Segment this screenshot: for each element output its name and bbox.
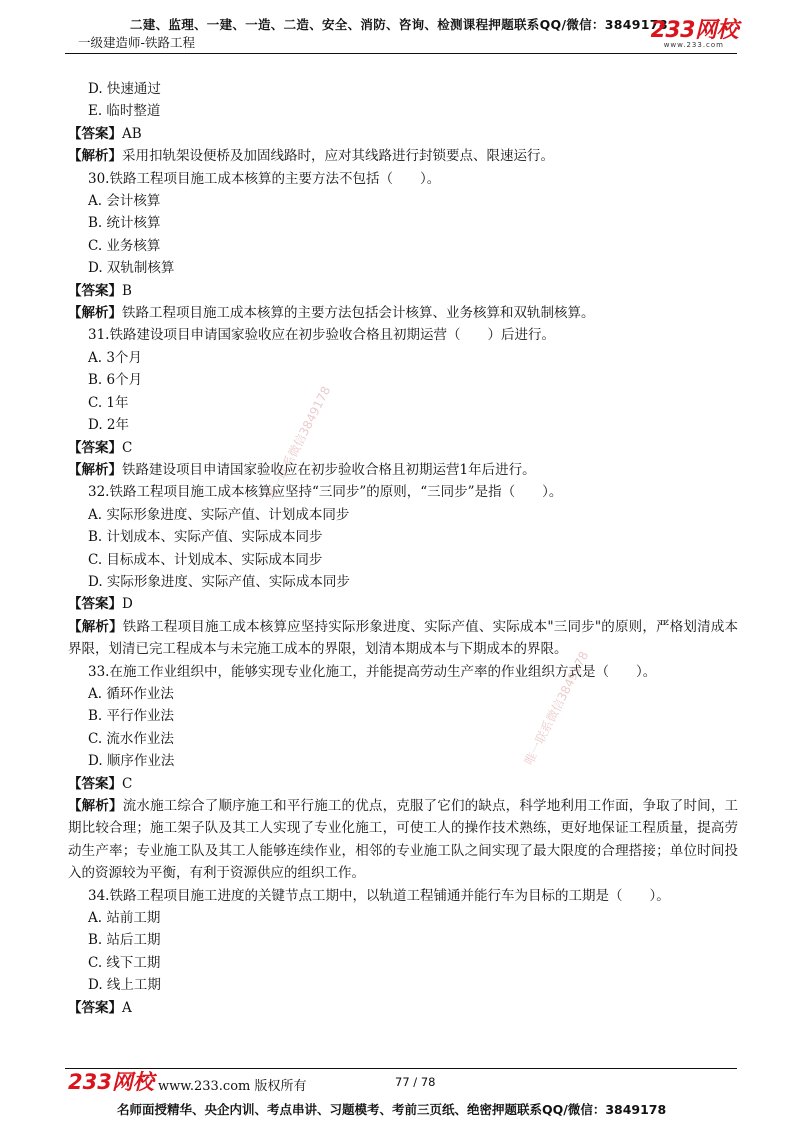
answer-line — [68, 593, 738, 615]
brand-logo: 233网校 — [650, 18, 738, 43]
line-tag: 【解析】 — [68, 461, 122, 478]
line-tag: 【答案】 — [68, 999, 122, 1016]
text-line — [88, 369, 738, 391]
line-text: D. 双轨制核算 — [88, 260, 175, 277]
analysis-line — [68, 459, 738, 481]
line-tag: 【答案】 — [68, 439, 122, 456]
line-tag: 【答案】 — [68, 282, 122, 299]
brand-logo-url: www.233.com — [663, 41, 724, 49]
header-divider — [65, 53, 737, 54]
line-text: C. 1年 — [88, 394, 129, 411]
page-number: 77 / 78 — [395, 1075, 436, 1089]
line-text: 30.铁路工程项目施工成本核算的主要方法不包括（ ）。 — [88, 170, 441, 187]
line-text: 34.铁路工程项目施工进度的关键节点工期中，以轨道工程铺通并能行车为目标的工期是（ ）。 — [88, 887, 670, 904]
text-line — [88, 347, 738, 369]
line-text: C. 目标成本、计划成本、实际成本同步 — [88, 551, 323, 568]
footer-copyright: www.233.com 版权所有 — [158, 1079, 307, 1094]
line-text: C — [122, 775, 133, 792]
analysis-line — [68, 145, 738, 167]
line-text: B. 站后工期 — [88, 932, 161, 949]
analysis-line — [68, 795, 738, 885]
watermark: 唯一联系微信3849178 — [263, 384, 334, 503]
text-line — [88, 907, 738, 929]
text-line — [88, 324, 738, 346]
analysis-line — [68, 302, 738, 324]
line-text: A. 循环作业法 — [88, 685, 174, 702]
text-line — [88, 526, 738, 548]
line-text: 33.在施工作业组织中，能够实现专业化施工，并能提高劳动生产率的作业组织方式是（ ）。 — [88, 663, 657, 680]
line-text: D — [122, 596, 133, 613]
line-text: A. 实际形象进度、实际产值、计划成本同步 — [88, 506, 350, 523]
line-text: A. 会计核算 — [88, 193, 161, 210]
text-line — [88, 100, 738, 122]
footer-brand-logo: 233网校 — [68, 1070, 154, 1094]
line-text: D. 快速通过 — [88, 81, 161, 97]
line-text: C. 流水作业法 — [88, 730, 174, 747]
text-line — [88, 683, 738, 705]
line-tag: 【解析】 — [68, 305, 122, 322]
text-line — [88, 571, 738, 593]
text-line — [88, 168, 738, 190]
line-text: C. 线下工期 — [88, 954, 161, 971]
text-line — [88, 190, 738, 212]
line-tag: 【答案】 — [68, 596, 122, 613]
text-line — [88, 952, 738, 974]
line-text: 采用扣轨架设便桥及加固线路时，应对其线路进行封锁要点、限速运行。 — [122, 148, 554, 165]
text-line — [88, 728, 738, 750]
document-body — [68, 78, 739, 1019]
answer-line — [68, 773, 738, 795]
answer-line — [68, 437, 738, 459]
line-text: A. 3个月 — [88, 349, 142, 366]
text-line — [88, 414, 738, 436]
line-text: B. 计划成本、实际产值、实际成本同步 — [88, 529, 323, 546]
text-line — [88, 661, 738, 683]
line-text: E. 临时整道 — [88, 103, 161, 120]
answer-line — [68, 280, 738, 302]
line-tag: 【答案】 — [68, 775, 122, 792]
line-tag: 【答案】 — [68, 125, 122, 142]
text-line — [88, 885, 738, 907]
footer-contact-line: 名师面授精华、央企内训、考点串讲、习题模考、考前三页纸、绝密押题联系QQ/微信：3849178 — [117, 1102, 667, 1117]
line-text: B. 6个月 — [88, 372, 143, 389]
text-line — [88, 705, 738, 727]
watermark: 唯一联系微信3849178 — [521, 649, 592, 768]
text-line — [88, 974, 738, 996]
text-line — [88, 257, 738, 279]
line-text: 铁路工程项目施工成本核算应坚持实际形象进度、实际产值、实际成本"三同步"的原则，严格划清成本界限，划清已完工程成本与未完施工成本的界限，划清本期成本与下期成本的界限。 — [68, 618, 739, 658]
text-line — [88, 78, 738, 100]
line-text: B — [122, 282, 132, 299]
line-text: D. 实际形象进度、实际产值、实际成本同步 — [88, 573, 350, 590]
line-text: 32.铁路工程项目施工成本核算应坚持“三同步”的原则，“三同步”是指（ ）。 — [88, 484, 563, 501]
analysis-line — [68, 616, 738, 661]
line-text: B. 平行作业法 — [88, 708, 175, 725]
header-contact-line: 二建、监理、一建、一造、二造、安全、消防、咨询、检测课程押题联系QQ/微信：3849178 — [130, 17, 668, 32]
text-line — [88, 549, 738, 571]
text-line — [88, 392, 738, 414]
text-line — [88, 750, 738, 772]
line-text: C. 业务核算 — [88, 237, 161, 254]
line-text: C — [122, 439, 133, 456]
text-line — [88, 212, 738, 234]
line-text: A — [122, 999, 132, 1016]
line-tag: 【解析】 — [68, 148, 122, 165]
line-text: 铁路建设项目申请国家验收应在初步验收合格且初期运营1年后进行。 — [122, 461, 536, 478]
line-text: 铁路工程项目施工成本核算的主要方法包括会计核算、业务核算和双轨制核算。 — [122, 305, 595, 322]
line-tag: 【解析】 — [68, 618, 123, 635]
line-text: D. 线上工期 — [88, 977, 161, 994]
text-line — [88, 929, 738, 951]
line-text: D. 顺序作业法 — [88, 753, 175, 770]
line-text: 流水施工综合了顺序施工和平行施工的优点，克服了它们的缺点，科学地利用工作面，争取了时间，工期比较合理；施工架子队及其工人实现了专业化施工，可使工人的操作技术熟练，更好地保证工程质量，提高劳动生产率；专业施工队及其工人能够连续作业，相邻的专业施工队之间实现了最大限度的合理搭接；单位时间投入的资源较为平衡，有利于资源供应的组织工作。 — [68, 798, 739, 882]
line-text: AB — [122, 125, 142, 142]
text-line — [88, 504, 738, 526]
document-subtitle: 一级建造师-铁路工程 — [78, 35, 196, 50]
line-text: B. 统计核算 — [88, 215, 161, 232]
line-text: A. 站前工期 — [88, 910, 161, 927]
answer-line — [68, 123, 738, 145]
footer-divider — [65, 1068, 737, 1069]
line-text: 31.铁路建设项目申请国家验收应在初步验收合格且初期运营（ ）后进行。 — [88, 327, 555, 344]
answer-line — [68, 997, 738, 1019]
line-text: D. 2年 — [88, 417, 130, 434]
text-line — [88, 481, 738, 503]
line-tag: 【解析】 — [68, 798, 123, 814]
text-line — [88, 235, 738, 257]
